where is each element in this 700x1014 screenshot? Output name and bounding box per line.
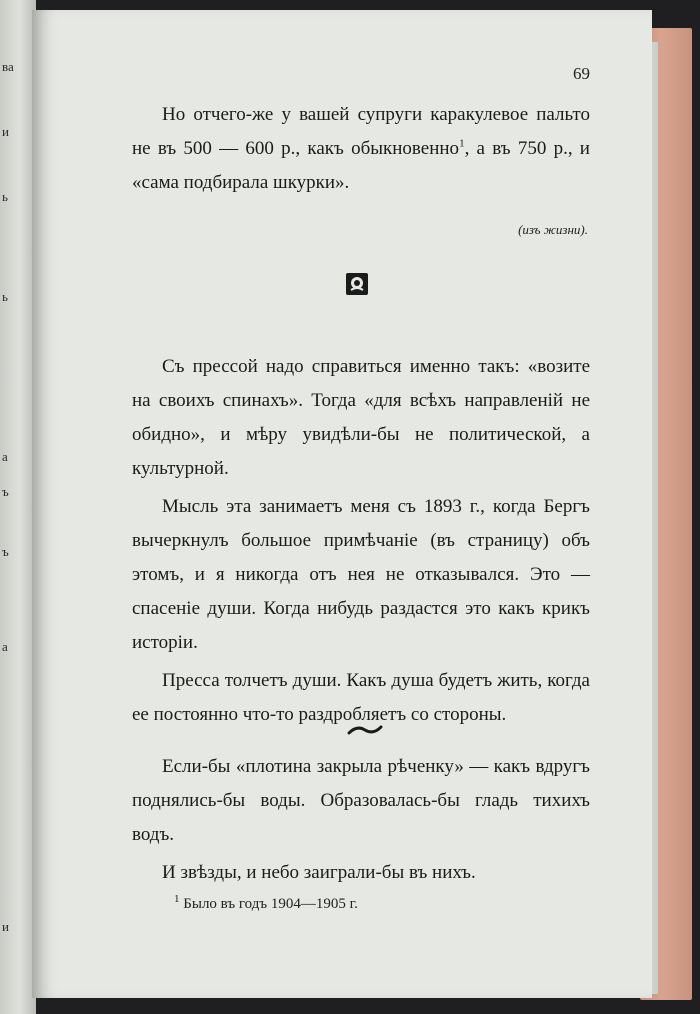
source-note: (изъ жизни).: [518, 222, 588, 237]
paragraph: Съ прессой надо справиться именно такъ: «возите на своихъ спинахъ». Тогда «для всѣхъ направленій не обидно», и мѣру увидѣли-бы не политической, а культурной.: [132, 356, 590, 479]
paragraph: Мысль эта занимаетъ меня съ 1893 г., когда Бергъ вычеркнулъ большое примѣчаніе (въ страницу) объ этомъ, и я никогда отъ нея не отказывался. Это — спасеніе души. Когда нибудь раздастся это какъ крикъ исторіи.: [132, 496, 590, 653]
paragraph: Но отчего-же у вашей супруги каракулевое пальто не въ 500 — 600 р., какъ обыкновенно$^1$, а въ 750 р., и «сама подбирала шкурки».: [132, 104, 590, 193]
book-page: [32, 10, 652, 998]
paragraph: Если-бы «плотина закрыла рѣченку» — какъ вдругъ поднялись-бы воды. Образовалась-бы гладь тихихъ водъ.: [132, 756, 590, 845]
footnote-number: 1: [174, 893, 180, 905]
page-number: 69: [573, 64, 590, 83]
section-3: [132, 750, 590, 890]
swash-ornament-icon: [347, 722, 383, 738]
paragraph: Пресса толчетъ души. Какъ душа будетъ жить, когда ее постоянно что-то раздробляетъ со стороны.: [132, 670, 590, 725]
paragraph: И звѣзды, и небо заиграли-бы въ нихъ.: [162, 862, 476, 883]
flower-ornament-icon: [345, 272, 369, 296]
footnote: [174, 893, 594, 913]
footnote-marker: 1: [459, 137, 465, 150]
left-page-edge: ва и ь ь а ъ ъ а и: [0, 0, 36, 1014]
section-1: [132, 98, 590, 200]
section-2: [132, 350, 590, 732]
footnote-text: Было въ годъ 1904—1905 г.: [183, 896, 358, 912]
